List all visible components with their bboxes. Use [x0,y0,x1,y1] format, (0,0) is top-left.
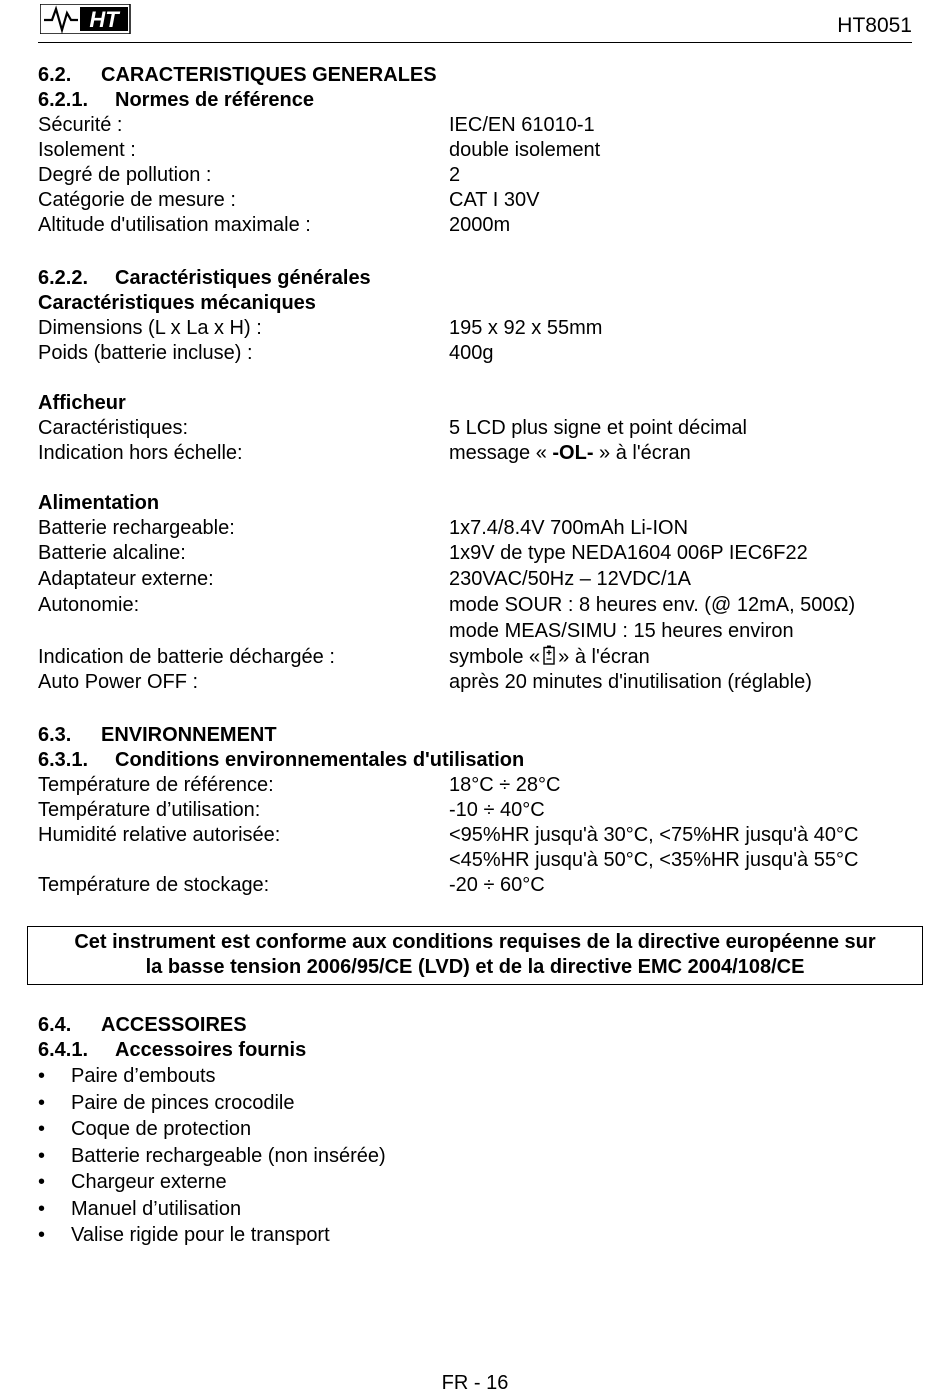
spec-value: 2 [449,164,461,186]
spacer [38,695,912,723]
spec-row [38,113,912,138]
list-item [38,1063,912,1090]
spec-value: 230VAC/50Hz – 12VDC/1A [449,568,691,590]
spec-label: Humidité relative autorisée: [38,824,281,846]
page-header [38,0,912,43]
list-item-text: Coque de protection [71,1118,252,1140]
section-title: CARACTERISTIQUES GENERALES [101,64,437,86]
bullet: • [38,1065,46,1087]
spec-label: Température de référence: [38,774,274,796]
spec-label: Isolement : [38,139,136,161]
spec-value: 400g [449,342,494,364]
list-item [38,1090,912,1117]
list-item-text: Batterie rechargeable (non insérée) [71,1144,386,1167]
spec-value: 195 x 92 x 55mm [449,317,603,339]
spec-value [449,644,650,670]
spec-value: 5 LCD plus signe et point décimal [449,417,747,439]
overrange-message: -OL- [552,442,594,464]
spec-row [38,566,912,592]
spec-row [38,441,912,466]
group-title: Alimentation [38,492,160,514]
spec-value: -20 ÷ 60°C [449,874,545,896]
spacer [38,898,912,926]
section-heading [38,723,912,748]
model-name: HT8051 [837,14,912,37]
section-number: 6.3. [38,724,72,746]
group-title: Caractéristiques mécaniques [38,292,316,314]
spec-label: Sécurité : [38,114,123,136]
spec-label: Température d’utilisation: [38,799,261,821]
spec-row [38,213,912,238]
list-item [38,1116,912,1143]
bullet: • [38,1197,46,1220]
spec-row [38,416,912,441]
value-text: » à l'écran [593,442,691,464]
bullet: • [38,1118,46,1140]
subsection-title: Normes de référence [115,89,314,111]
subsection-number: 6.2.2. [38,267,89,289]
value-text: message « [449,442,553,464]
spec-row [38,798,912,823]
spacer [38,466,912,491]
spec-label: Auto Power OFF : [38,671,199,693]
subsection-number: 6.4.1. [38,1039,89,1061]
subsection-number: 6.3.1. [38,749,89,771]
logo-text: HT [89,7,119,32]
section-number: 6.2. [38,64,72,86]
spec-value: après 20 minutes d'inutilisation (réglable) [449,671,812,693]
document-body [38,63,912,1249]
spec-label: Batterie rechargeable: [38,517,235,539]
list-item-text: Valise rigide pour le transport [71,1224,330,1246]
bullet: • [38,1224,46,1246]
spec-row [38,188,912,213]
list-item-text: Paire de pinces crocodile [71,1091,295,1114]
subsection-heading [38,266,912,291]
subsection-heading [38,88,912,113]
list-item [38,1222,912,1249]
conformity-notice [27,926,923,985]
spacer [38,238,912,266]
subsection-heading [38,748,912,773]
spacer [38,366,912,391]
spec-label: Autonomie: [38,594,140,616]
spec-value [449,441,691,466]
spec-row [38,644,912,670]
spec-row [38,848,912,873]
spec-row [38,618,912,644]
spec-value: 18°C ÷ 28°C [449,774,561,796]
list-item [38,1196,912,1223]
ht-logo [40,4,132,34]
spec-row [38,341,912,366]
spec-value: CAT I 30V [449,189,540,211]
spec-row [38,670,912,695]
subsection-title: Conditions environnementales d'utilisation [115,749,525,771]
spec-label: Dimensions (L x La x H) : [38,317,262,339]
spacer [38,985,912,1013]
spec-label: Adaptateur externe: [38,568,214,590]
accessories-list [38,1063,912,1249]
subsection-heading [38,1038,912,1063]
spec-value: double isolement [449,139,601,161]
spec-value: mode SOUR : 8 heures env. (@ 12mA, 500Ω) [449,594,856,616]
spec-row [38,316,912,341]
spec-label: Température de stockage: [38,874,270,896]
bullet: • [38,1171,46,1193]
spec-label: Altitude d'utilisation maximale : [38,214,311,236]
section-heading [38,1013,912,1038]
subsection-title: Accessoires fournis [115,1039,307,1061]
spec-label: Poids (batterie incluse) : [38,342,253,364]
bullet: • [38,1091,46,1114]
spec-row [38,873,912,898]
list-item [38,1143,912,1170]
section-number: 6.4. [38,1014,72,1036]
group-title: Afficheur [38,392,126,414]
notice-line: la basse tension 2006/95/CE (LVD) et de la directive EMC 2004/108/CE [145,956,805,978]
section-heading [38,63,912,88]
spec-row [38,773,912,798]
spec-row [38,163,912,188]
spec-value: <95%HR jusqu'à 30°C, <75%HR jusqu'à 40°C [449,824,859,846]
spec-label: Caractéristiques: [38,417,189,439]
section-title: ACCESSOIRES [101,1014,247,1036]
spec-row [38,516,912,541]
spec-value: 1x9V de type NEDA1604 006P IEC6F22 [449,542,808,564]
page-number: FR - 16 [441,1372,509,1394]
spec-row [38,592,912,618]
spec-value: -10 ÷ 40°C [449,799,545,821]
spec-row [38,138,912,163]
notice-line: Cet instrument est conforme aux conditions requises de la directive européenne sur [74,931,876,953]
section-title: ENVIRONNEMENT [101,724,277,746]
subsection-number: 6.2.1. [38,89,89,111]
list-item-text: Chargeur externe [71,1171,227,1193]
value-text: » à l'écran [558,646,650,668]
spec-label: Indication de batterie déchargée : [38,646,335,668]
list-item-text: Manuel d’utilisation [71,1197,242,1220]
spec-value: IEC/EN 61010-1 [449,114,595,136]
spec-label: Catégorie de mesure : [38,189,236,211]
spec-value: 1x7.4/8.4V 700mAh Li-ION [449,517,689,539]
spec-row [38,823,912,848]
list-item-text: Paire d’embouts [71,1065,216,1087]
battery-icon [543,645,555,665]
bullet: • [38,1144,46,1167]
subsection-title: Caractéristiques générales [115,267,371,289]
spec-label: Degré de pollution : [38,164,212,186]
spec-value: <45%HR jusqu'à 50°C, <35%HR jusqu'à 55°C [449,849,859,871]
spec-value: mode MEAS/SIMU : 15 heures environ [449,620,794,642]
list-item [38,1169,912,1196]
value-text: symbole « [449,646,541,668]
spec-label: Indication hors échelle: [38,442,243,464]
spec-row [38,541,912,566]
spec-value: 2000m [449,214,511,236]
spec-label: Batterie alcaline: [38,542,186,564]
